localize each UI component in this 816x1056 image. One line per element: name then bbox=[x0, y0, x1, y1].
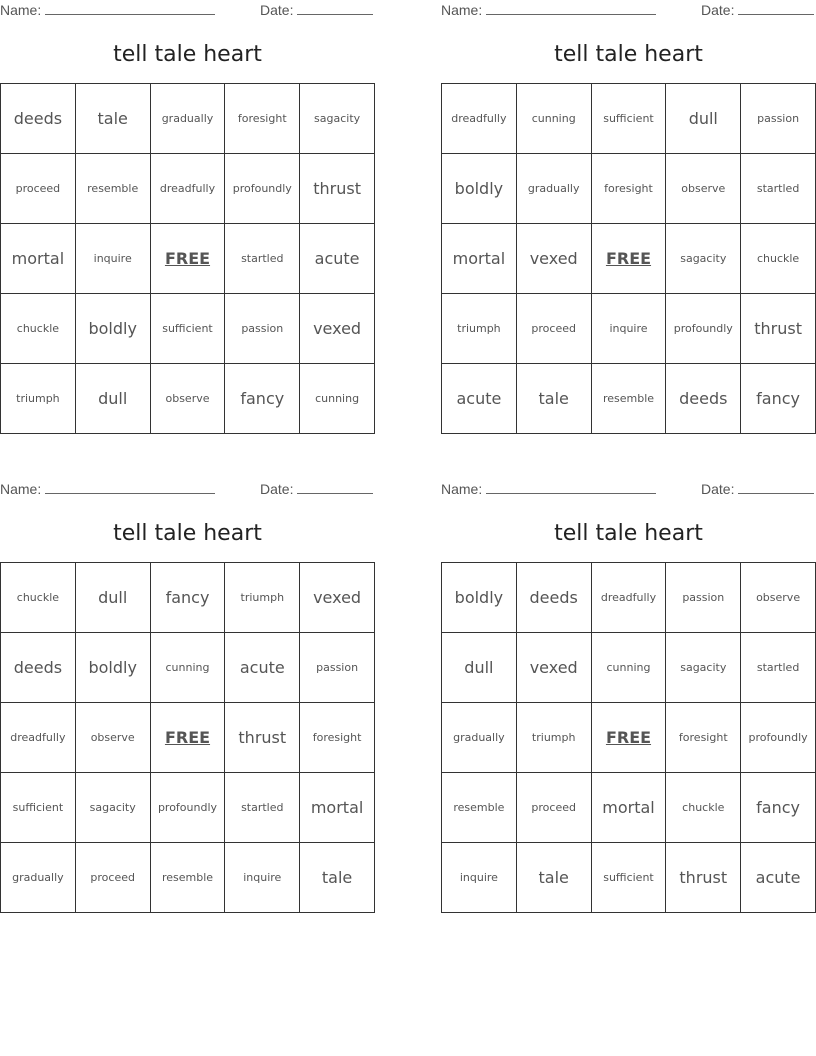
bingo-cell: boldly bbox=[76, 294, 151, 364]
card-title: tell tale heart bbox=[113, 42, 262, 67]
bingo-cell: acute bbox=[442, 364, 517, 434]
bingo-cell: mortal bbox=[1, 224, 76, 294]
bingo-cell: foresight bbox=[225, 84, 300, 154]
date-label: Date: bbox=[701, 2, 735, 18]
bingo-cell: fancy bbox=[151, 563, 226, 633]
bingo-grid bbox=[441, 562, 816, 913]
card-header bbox=[0, 479, 375, 499]
bingo-cell: triumph bbox=[1, 364, 76, 434]
bingo-cell: dull bbox=[76, 563, 151, 633]
bingo-cell: deeds bbox=[666, 364, 741, 434]
bingo-cell: sufficient bbox=[592, 84, 667, 154]
bingo-cell: vexed bbox=[517, 224, 592, 294]
card-title: tell tale heart bbox=[554, 521, 703, 546]
bingo-cell: observe bbox=[741, 563, 816, 633]
bingo-cell: dreadfully bbox=[442, 84, 517, 154]
free-space: FREE bbox=[592, 224, 667, 294]
bingo-cell: acute bbox=[225, 633, 300, 703]
bingo-cell: gradually bbox=[442, 703, 517, 773]
bingo-cell: startled bbox=[225, 224, 300, 294]
name-label: Name: bbox=[0, 481, 42, 497]
name-field bbox=[0, 2, 215, 18]
bingo-cell: sagacity bbox=[666, 224, 741, 294]
bingo-cell: mortal bbox=[300, 773, 375, 843]
bingo-cell: boldly bbox=[442, 154, 517, 224]
date-label: Date: bbox=[701, 481, 735, 497]
bingo-cell: foresight bbox=[666, 703, 741, 773]
bingo-cell: chuckle bbox=[666, 773, 741, 843]
bingo-cell: resemble bbox=[151, 843, 226, 913]
name-label: Name: bbox=[441, 481, 483, 497]
bingo-cell: dull bbox=[666, 84, 741, 154]
bingo-grid bbox=[441, 83, 816, 434]
bingo-cell: profoundly bbox=[741, 703, 816, 773]
bingo-cell: tale bbox=[517, 364, 592, 434]
bingo-cell: mortal bbox=[592, 773, 667, 843]
date-line bbox=[738, 2, 814, 15]
date-field bbox=[701, 2, 814, 18]
name-label: Name: bbox=[0, 2, 42, 18]
card-title: tell tale heart bbox=[554, 42, 703, 67]
name-field bbox=[441, 481, 656, 497]
bingo-cell: inquire bbox=[592, 294, 667, 364]
bingo-cell: passion bbox=[666, 563, 741, 633]
bingo-cell: proceed bbox=[517, 773, 592, 843]
bingo-cell: acute bbox=[300, 224, 375, 294]
bingo-cell: proceed bbox=[517, 294, 592, 364]
free-space: FREE bbox=[151, 224, 226, 294]
bingo-cell: passion bbox=[225, 294, 300, 364]
bingo-cell: cunning bbox=[300, 364, 375, 434]
bingo-cell: sufficient bbox=[151, 294, 226, 364]
bingo-cell: boldly bbox=[76, 633, 151, 703]
bingo-cell: tale bbox=[517, 843, 592, 913]
bingo-cell: tale bbox=[76, 84, 151, 154]
card-header bbox=[441, 479, 816, 499]
bingo-cell: foresight bbox=[592, 154, 667, 224]
bingo-cell: gradually bbox=[1, 843, 76, 913]
bingo-card-4 bbox=[441, 479, 816, 919]
bingo-cell: triumph bbox=[442, 294, 517, 364]
bingo-cell: sagacity bbox=[300, 84, 375, 154]
bingo-cell: resemble bbox=[442, 773, 517, 843]
bingo-cell: boldly bbox=[442, 563, 517, 633]
bingo-card-2 bbox=[441, 0, 816, 440]
bingo-cell: vexed bbox=[300, 294, 375, 364]
bingo-cell: inquire bbox=[225, 843, 300, 913]
date-label: Date: bbox=[260, 2, 294, 18]
date-field bbox=[701, 481, 814, 497]
bingo-cell: passion bbox=[741, 84, 816, 154]
name-field bbox=[0, 481, 215, 497]
date-field bbox=[260, 2, 373, 18]
bingo-cell: startled bbox=[741, 633, 816, 703]
bingo-cell: acute bbox=[741, 843, 816, 913]
bingo-cell: fancy bbox=[225, 364, 300, 434]
bingo-cell: dreadfully bbox=[1, 703, 76, 773]
bingo-cell: dull bbox=[76, 364, 151, 434]
date-line bbox=[738, 481, 814, 494]
bingo-cell: observe bbox=[76, 703, 151, 773]
name-label: Name: bbox=[441, 2, 483, 18]
date-field bbox=[260, 481, 373, 497]
bingo-cell: foresight bbox=[300, 703, 375, 773]
bingo-cell: triumph bbox=[225, 563, 300, 633]
bingo-cell: mortal bbox=[442, 224, 517, 294]
bingo-cell: thrust bbox=[225, 703, 300, 773]
bingo-cell: passion bbox=[300, 633, 375, 703]
bingo-cell: sagacity bbox=[76, 773, 151, 843]
bingo-card-3 bbox=[0, 479, 375, 919]
name-line bbox=[486, 481, 656, 494]
bingo-cell: gradually bbox=[151, 84, 226, 154]
bingo-cell: proceed bbox=[76, 843, 151, 913]
bingo-cell: dull bbox=[442, 633, 517, 703]
name-line bbox=[486, 2, 656, 15]
bingo-cell: chuckle bbox=[1, 563, 76, 633]
bingo-cell: profoundly bbox=[666, 294, 741, 364]
bingo-grid bbox=[0, 83, 375, 434]
bingo-cell: proceed bbox=[1, 154, 76, 224]
card-header bbox=[0, 0, 375, 20]
bingo-cell: chuckle bbox=[1, 294, 76, 364]
bingo-cell: fancy bbox=[741, 364, 816, 434]
bingo-cell: dreadfully bbox=[151, 154, 226, 224]
bingo-cell: sagacity bbox=[666, 633, 741, 703]
bingo-cell: gradually bbox=[517, 154, 592, 224]
bingo-cell: cunning bbox=[517, 84, 592, 154]
bingo-cell: deeds bbox=[517, 563, 592, 633]
bingo-grid bbox=[0, 562, 375, 913]
bingo-cell: thrust bbox=[300, 154, 375, 224]
bingo-cell: observe bbox=[666, 154, 741, 224]
date-line bbox=[297, 481, 373, 494]
free-space: FREE bbox=[151, 703, 226, 773]
bingo-cell: inquire bbox=[76, 224, 151, 294]
bingo-cell: profoundly bbox=[151, 773, 226, 843]
card-header bbox=[441, 0, 816, 20]
bingo-cell: dreadfully bbox=[592, 563, 667, 633]
bingo-cell: thrust bbox=[741, 294, 816, 364]
name-field bbox=[441, 2, 656, 18]
bingo-cell: startled bbox=[225, 773, 300, 843]
bingo-cell: inquire bbox=[442, 843, 517, 913]
bingo-cell: tale bbox=[300, 843, 375, 913]
bingo-cell: sufficient bbox=[1, 773, 76, 843]
bingo-cell: cunning bbox=[151, 633, 226, 703]
bingo-cell: deeds bbox=[1, 84, 76, 154]
bingo-cell: startled bbox=[741, 154, 816, 224]
bingo-cell: vexed bbox=[300, 563, 375, 633]
bingo-cell: triumph bbox=[517, 703, 592, 773]
card-title: tell tale heart bbox=[113, 521, 262, 546]
bingo-cell: vexed bbox=[517, 633, 592, 703]
bingo-cell: deeds bbox=[1, 633, 76, 703]
date-line bbox=[297, 2, 373, 15]
bingo-cell: profoundly bbox=[225, 154, 300, 224]
name-line bbox=[45, 2, 215, 15]
date-label: Date: bbox=[260, 481, 294, 497]
bingo-cell: sufficient bbox=[592, 843, 667, 913]
bingo-cell: resemble bbox=[76, 154, 151, 224]
bingo-cell: fancy bbox=[741, 773, 816, 843]
bingo-cell: observe bbox=[151, 364, 226, 434]
bingo-cell: chuckle bbox=[741, 224, 816, 294]
bingo-card-1 bbox=[0, 0, 375, 440]
name-line bbox=[45, 481, 215, 494]
bingo-cell: cunning bbox=[592, 633, 667, 703]
bingo-cell: thrust bbox=[666, 843, 741, 913]
bingo-cell: resemble bbox=[592, 364, 667, 434]
free-space: FREE bbox=[592, 703, 667, 773]
